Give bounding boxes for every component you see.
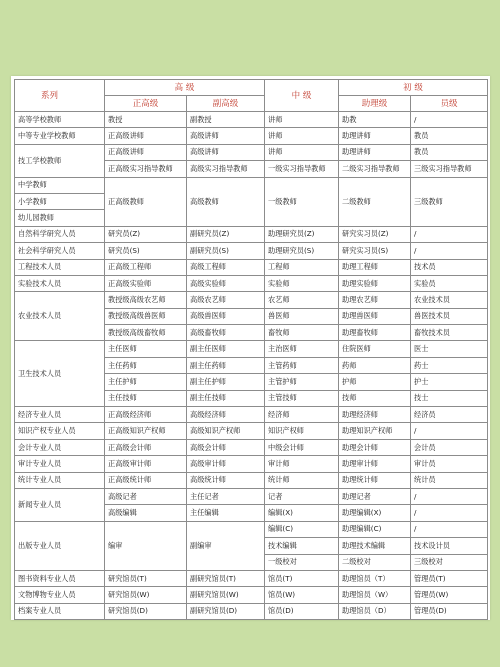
title-cell: 高级记者 bbox=[105, 488, 187, 504]
title-cell: 讲师 bbox=[265, 144, 339, 160]
title-cell: / bbox=[411, 423, 488, 439]
title-cell: / bbox=[411, 226, 488, 242]
title-cell: 正高级教师 bbox=[105, 177, 187, 226]
series-cell: 中等专业学校教师 bbox=[15, 128, 105, 144]
title-cell: 主任医师 bbox=[105, 341, 187, 357]
title-cell: 高级知识产权师 bbox=[187, 423, 265, 439]
title-cell: 主管药师 bbox=[265, 357, 339, 373]
table-row bbox=[15, 144, 488, 160]
title-cell: 助理经济师 bbox=[339, 407, 411, 423]
title-cell: 主任药师 bbox=[105, 357, 187, 373]
title-cell: 中级会计师 bbox=[265, 439, 339, 455]
series-cell: 幼儿园教师 bbox=[15, 210, 105, 226]
title-cell: 馆员(D) bbox=[265, 603, 339, 619]
title-cell: 正高级实验师 bbox=[105, 275, 187, 291]
title-cell: 研究员(S) bbox=[105, 243, 187, 259]
title-cell: 正高级实习指导教师 bbox=[105, 161, 187, 177]
title-cell: 管理员(T) bbox=[411, 570, 488, 586]
title-cell: 经济师 bbox=[265, 407, 339, 423]
title-cell: 馆员(W) bbox=[265, 587, 339, 603]
title-cell: 技士 bbox=[411, 390, 488, 406]
title-cell: 高级兽医师 bbox=[187, 308, 265, 324]
table-row bbox=[15, 177, 488, 193]
header-senior: 高 级 bbox=[105, 80, 265, 96]
title-cell: 编审 bbox=[105, 521, 187, 570]
title-cell: 一级实习指导教师 bbox=[265, 161, 339, 177]
series-cell: 工程技术人员 bbox=[15, 259, 105, 275]
title-cell: 教员 bbox=[411, 128, 488, 144]
title-cell: 三级教师 bbox=[411, 177, 488, 226]
title-cell: 助理审计师 bbox=[339, 456, 411, 472]
header-row-1 bbox=[15, 80, 488, 96]
title-cell: 副教授 bbox=[187, 112, 265, 128]
series-cell: 会计专业人员 bbox=[15, 439, 105, 455]
title-cell: 正高级经济师 bbox=[105, 407, 187, 423]
header-middle: 中 级 bbox=[265, 80, 339, 112]
table-row bbox=[15, 243, 488, 259]
title-cell: 编辑(X) bbox=[265, 505, 339, 521]
title-cell: 研究馆员(W) bbox=[105, 587, 187, 603]
title-cell: 馆员(T) bbox=[265, 570, 339, 586]
table-row bbox=[15, 112, 488, 128]
title-cell: 助理馆员（D） bbox=[339, 603, 411, 619]
table-row bbox=[15, 603, 488, 619]
table-row bbox=[15, 456, 488, 472]
title-cell: 技术设计员 bbox=[411, 538, 488, 554]
series-cell: 知识产权专业人员 bbox=[15, 423, 105, 439]
title-table-sheet bbox=[11, 76, 490, 620]
title-cell: 一级校对 bbox=[265, 554, 339, 570]
title-cell: 高级编辑 bbox=[105, 505, 187, 521]
title-cell: 正高级讲师 bbox=[105, 128, 187, 144]
series-cell: 经济专业人员 bbox=[15, 407, 105, 423]
table-row bbox=[15, 292, 488, 308]
title-cell: 研究实习员(S) bbox=[339, 243, 411, 259]
title-cell: 三级实习指导教师 bbox=[411, 161, 488, 177]
title-cell: 高级实习指导教师 bbox=[187, 161, 265, 177]
title-cell: 助理统计师 bbox=[339, 472, 411, 488]
title-cell: / bbox=[411, 505, 488, 521]
table-row bbox=[15, 275, 488, 291]
title-cell: 会计员 bbox=[411, 439, 488, 455]
title-cell: 高级畜牧师 bbox=[187, 325, 265, 341]
title-cell: 药士 bbox=[411, 357, 488, 373]
series-cell: 文物博物专业人员 bbox=[15, 587, 105, 603]
series-cell: 新闻专业人员 bbox=[15, 488, 105, 521]
title-cell: 管理员(D) bbox=[411, 603, 488, 619]
title-cell: 教授级高级农艺师 bbox=[105, 292, 187, 308]
title-cell: 二级教师 bbox=[339, 177, 411, 226]
title-cell: 编辑(C) bbox=[265, 521, 339, 537]
title-cell: 副编审 bbox=[187, 521, 265, 570]
series-cell: 卫生技术人员 bbox=[15, 341, 105, 407]
series-cell: 中学教师 bbox=[15, 177, 105, 193]
series-cell: 高等学校教师 bbox=[15, 112, 105, 128]
header-clerk: 员级 bbox=[411, 96, 488, 112]
title-cell: 高级实验师 bbox=[187, 275, 265, 291]
title-cell: 研究员(Z) bbox=[105, 226, 187, 242]
title-cell: 助理技术编辑 bbox=[339, 538, 411, 554]
series-cell: 档案专业人员 bbox=[15, 603, 105, 619]
table-row bbox=[15, 423, 488, 439]
table-row bbox=[15, 259, 488, 275]
title-cell: 助理馆员（T） bbox=[339, 570, 411, 586]
title-cell: 实验员 bbox=[411, 275, 488, 291]
title-cell: 护师 bbox=[339, 374, 411, 390]
title-cell: 高级经济师 bbox=[187, 407, 265, 423]
header-deputy-senior: 副高级 bbox=[187, 96, 265, 112]
title-cell: 高级讲师 bbox=[187, 144, 265, 160]
title-cell: / bbox=[411, 521, 488, 537]
title-cell: 二级实习指导教师 bbox=[339, 161, 411, 177]
title-cell: 统计员 bbox=[411, 472, 488, 488]
title-cell: 研究实习员(Z) bbox=[339, 226, 411, 242]
series-cell: 统计专业人员 bbox=[15, 472, 105, 488]
title-cell: 高级统计师 bbox=[187, 472, 265, 488]
title-cell: 副研究馆员(T) bbox=[187, 570, 265, 586]
title-cell: 兽医师 bbox=[265, 308, 339, 324]
title-cell: 管理员(W) bbox=[411, 587, 488, 603]
table-row bbox=[15, 226, 488, 242]
title-cell: / bbox=[411, 112, 488, 128]
title-cell: 经济员 bbox=[411, 407, 488, 423]
title-cell: 主治医师 bbox=[265, 341, 339, 357]
series-cell: 小学教师 bbox=[15, 193, 105, 209]
title-cell: 农艺师 bbox=[265, 292, 339, 308]
table-row bbox=[15, 128, 488, 144]
title-cell: 助理记者 bbox=[339, 488, 411, 504]
title-cell: 一级教师 bbox=[265, 177, 339, 226]
series-cell: 审计专业人员 bbox=[15, 456, 105, 472]
title-cell: 高级审计师 bbox=[187, 456, 265, 472]
title-cell: 正高级统计师 bbox=[105, 472, 187, 488]
series-cell: 实验技术人员 bbox=[15, 275, 105, 291]
title-cell: 助理兽医师 bbox=[339, 308, 411, 324]
title-cell: 教授级高级畜牧师 bbox=[105, 325, 187, 341]
title-cell: 教授 bbox=[105, 112, 187, 128]
title-cell: 副研究馆员(D) bbox=[187, 603, 265, 619]
title-cell: 主管护师 bbox=[265, 374, 339, 390]
title-cell: 技术编辑 bbox=[265, 538, 339, 554]
series-cell: 技工学校教师 bbox=[15, 144, 105, 177]
title-cell: 讲师 bbox=[265, 112, 339, 128]
header-junior: 初 级 bbox=[339, 80, 488, 96]
title-cell: 主任编辑 bbox=[187, 505, 265, 521]
title-cell: 副主任护师 bbox=[187, 374, 265, 390]
title-cell: 高级教师 bbox=[187, 177, 265, 226]
title-cell: 助理讲师 bbox=[339, 144, 411, 160]
title-cell: 教授级高级兽医师 bbox=[105, 308, 187, 324]
series-cell: 农业技术人员 bbox=[15, 292, 105, 341]
professional-title-table bbox=[14, 79, 488, 620]
title-cell: 助理研究员(Z) bbox=[265, 226, 339, 242]
series-cell: 自然科学研究人员 bbox=[15, 226, 105, 242]
title-cell: 畜牧技术员 bbox=[411, 325, 488, 341]
title-cell: 正高级讲师 bbox=[105, 144, 187, 160]
title-cell: 助理馆员（W） bbox=[339, 587, 411, 603]
title-cell: 副研究员(Z) bbox=[187, 226, 265, 242]
title-cell: 住院医师 bbox=[339, 341, 411, 357]
title-cell: 正高级审计师 bbox=[105, 456, 187, 472]
title-cell: 畜牧师 bbox=[265, 325, 339, 341]
table-row bbox=[15, 587, 488, 603]
title-cell: 高级讲师 bbox=[187, 128, 265, 144]
title-cell: 高级工程师 bbox=[187, 259, 265, 275]
title-cell: 高级农艺师 bbox=[187, 292, 265, 308]
table-row bbox=[15, 488, 488, 504]
title-cell: 正高级工程师 bbox=[105, 259, 187, 275]
title-cell: 统计师 bbox=[265, 472, 339, 488]
title-cell: 知识产权师 bbox=[265, 423, 339, 439]
title-cell: 教员 bbox=[411, 144, 488, 160]
title-cell: 助理实验师 bbox=[339, 275, 411, 291]
series-cell: 图书资料专业人员 bbox=[15, 570, 105, 586]
title-cell: 审计员 bbox=[411, 456, 488, 472]
title-cell: 审计师 bbox=[265, 456, 339, 472]
title-cell: 正高级知识产权师 bbox=[105, 423, 187, 439]
series-cell: 社会科学研究人员 bbox=[15, 243, 105, 259]
title-cell: 实验师 bbox=[265, 275, 339, 291]
title-cell: 医士 bbox=[411, 341, 488, 357]
title-cell: / bbox=[411, 243, 488, 259]
title-cell: 助理讲师 bbox=[339, 128, 411, 144]
header-full-senior: 正高级 bbox=[105, 96, 187, 112]
table-row bbox=[15, 521, 488, 537]
table-row bbox=[15, 570, 488, 586]
series-cell: 出版专业人员 bbox=[15, 521, 105, 570]
title-cell: 二级校对 bbox=[339, 554, 411, 570]
title-cell: 副主任药师 bbox=[187, 357, 265, 373]
title-cell: 高级会计师 bbox=[187, 439, 265, 455]
title-cell: 研究馆员(T) bbox=[105, 570, 187, 586]
table-row bbox=[15, 407, 488, 423]
title-cell: 兽医技术员 bbox=[411, 308, 488, 324]
header-assistant: 助理级 bbox=[339, 96, 411, 112]
title-cell: 助理知识产权师 bbox=[339, 423, 411, 439]
title-cell: 助理畜牧师 bbox=[339, 325, 411, 341]
title-cell: 助理编辑(C) bbox=[339, 521, 411, 537]
title-cell: 技师 bbox=[339, 390, 411, 406]
title-cell: 工程师 bbox=[265, 259, 339, 275]
title-cell: 主任技师 bbox=[105, 390, 187, 406]
title-cell: 药师 bbox=[339, 357, 411, 373]
title-cell: 助理会计师 bbox=[339, 439, 411, 455]
title-cell: 副研究馆员(W) bbox=[187, 587, 265, 603]
title-cell: 三级校对 bbox=[411, 554, 488, 570]
table-row bbox=[15, 472, 488, 488]
table-row bbox=[15, 439, 488, 455]
title-cell: 副研究员(S) bbox=[187, 243, 265, 259]
title-cell: 助理研究员(S) bbox=[265, 243, 339, 259]
title-cell: 主任护师 bbox=[105, 374, 187, 390]
title-cell: 助理工程师 bbox=[339, 259, 411, 275]
title-cell: 记者 bbox=[265, 488, 339, 504]
title-cell: 技术员 bbox=[411, 259, 488, 275]
title-cell: 讲师 bbox=[265, 128, 339, 144]
header-series: 系列 bbox=[15, 80, 105, 112]
title-cell: 助理农艺师 bbox=[339, 292, 411, 308]
title-cell: 副主任技师 bbox=[187, 390, 265, 406]
title-cell: 助理编辑(X) bbox=[339, 505, 411, 521]
table-body bbox=[15, 112, 488, 620]
title-cell: 农业技术员 bbox=[411, 292, 488, 308]
title-cell: 正高级会计师 bbox=[105, 439, 187, 455]
title-cell: 研究馆员(D) bbox=[105, 603, 187, 619]
table-row bbox=[15, 341, 488, 357]
title-cell: 主管技师 bbox=[265, 390, 339, 406]
title-cell: 主任记者 bbox=[187, 488, 265, 504]
title-cell: 副主任医师 bbox=[187, 341, 265, 357]
title-cell: 助教 bbox=[339, 112, 411, 128]
title-cell: 护士 bbox=[411, 374, 488, 390]
title-cell: / bbox=[411, 488, 488, 504]
